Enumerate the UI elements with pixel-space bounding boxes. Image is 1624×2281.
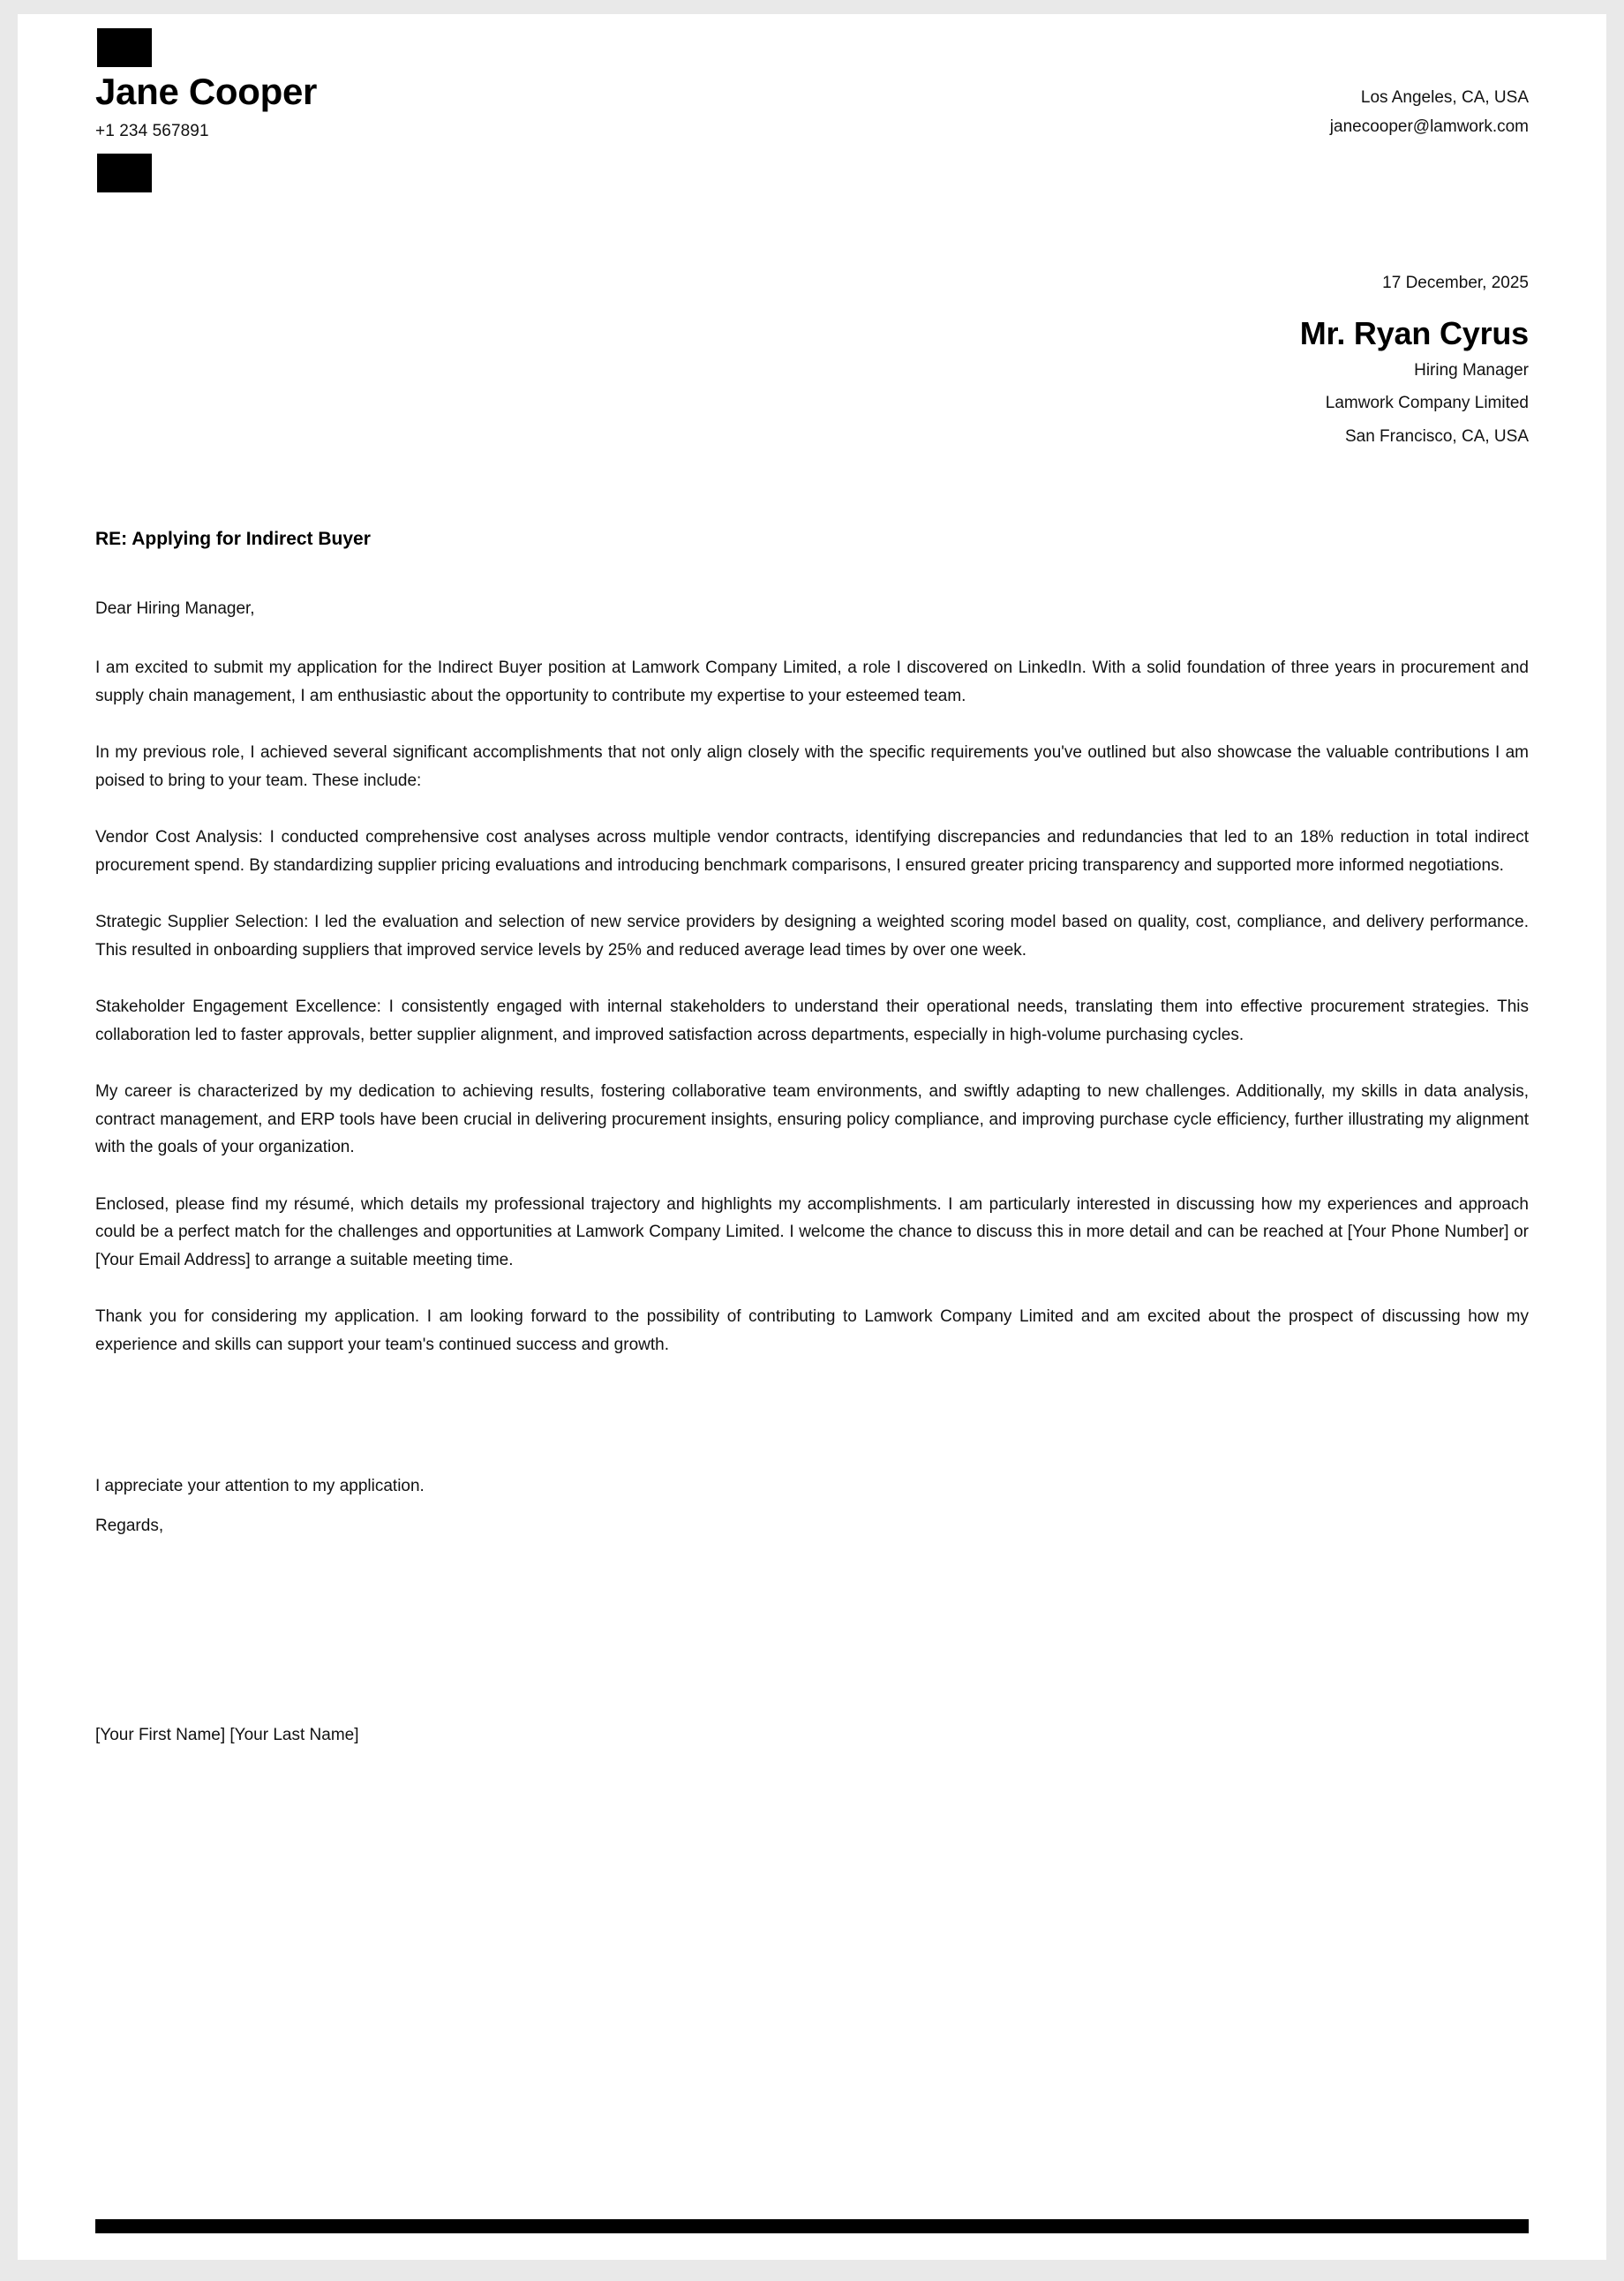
letter-regards: Regards,	[95, 1517, 164, 1536]
decorative-block-bottom	[97, 154, 152, 192]
letter-salutation: Dear Hiring Manager,	[95, 598, 255, 618]
letter-paragraph: Strategic Supplier Selection: I led the evaluation and selection of new service providers by designing a weighted scoring model based on quality, cost, compliance, and delivery performance. This resulted in onboarding suppliers that improved service levels by 25% and reduced average lead times by over one week.	[95, 913, 1529, 960]
page-content	[18, 14, 1606, 1745]
sender-email: janecooper@lamwork.com	[1329, 117, 1529, 137]
letter-paragraph: Stakeholder Engagement Excellence: I consistently engaged with internal stakeholders to understand their operational needs, translating them into effective procurement strategies. This collaboration led to faster approvals, better supplier alignment, and improved satisfaction across departments, especially in high-volume purchasing cycles.	[95, 997, 1529, 1044]
footer-bar	[95, 2219, 1529, 2233]
letter-paragraph: Thank you for considering my application. I am looking forward to the possibility of contributing to Lamwork Company Limited and am excited about the prospect of discussing how my experience and skills can support your team's continued success and growth.	[95, 1307, 1529, 1355]
letter-signature: [Your First Name] [Your Last Name]	[95, 1725, 359, 1744]
letter-body	[95, 599, 1529, 1745]
letter-paragraph: I am excited to submit my application for the Indirect Buyer position at Lamwork Company Limited, a role I discovered on LinkedIn. With a solid foundation of three years in procurement and supply chain management, I am enthusiastic about the opportunity to contribute my expertise to your esteemed team.	[95, 658, 1529, 705]
letter-paragraph: Vendor Cost Analysis: I conducted comprehensive cost analyses across multiple vendor contracts, identifying discrepancies and redundancies that led to an 18% reduction in total indirect procurement spend. By standardizing supplier pricing evaluations and introducing benchmark comparisons, I ensured greater pricing transparency and supported more informed negotiations.	[95, 828, 1529, 875]
recipient-company: Lamwork Company Limited	[1325, 394, 1529, 413]
sender-phone: +1 234 567891	[95, 122, 209, 141]
letter-header	[95, 14, 1529, 192]
sender-contact-block	[1330, 28, 1529, 142]
recipient-name: Mr. Ryan Cyrus	[1299, 315, 1529, 352]
letter-subject: RE: Applying for Indirect Buyer	[95, 528, 371, 549]
letter-paragraph: Enclosed, please find my résumé, which details my professional trajectory and highlights my accomplishments. I am particularly interested in discussing how my experiences and approach could be a perfect match for the challenges and opportunities at Lamwork Company Limited. I welcome the chance to discuss this in more detail and can be reached at [Your Phone Number] or [Your Email Address] to arrange a suitable meeting time.	[95, 1194, 1529, 1269]
letter-appreciation: I appreciate your attention to my application.	[95, 1476, 425, 1495]
recipient-title: Hiring Manager	[1414, 360, 1529, 380]
decorative-block-top	[97, 28, 152, 67]
letter-paragraph: My career is characterized by my dedication to achieving results, fostering collaborative team environments, and swiftly adapting to new challenges. Additionally, my skills in data analysis, contract management, and ERP tools have been crucial in delivering procurement insights, ensuring policy compliance, and improving purchase cycle efficiency, further illustrating my alignment with the goals of your organization.	[95, 1082, 1529, 1157]
recipient-city: San Francisco, CA, USA	[1344, 427, 1529, 447]
letter-closing	[95, 1472, 1529, 1540]
letter-paragraph: In my previous role, I achieved several significant accomplishments that not only align closely with the specific requirements you've outlined but also showcase the valuable contributions I am poised to bring to your team. These include:	[95, 743, 1529, 790]
letter-date: 17 December, 2025	[1382, 274, 1529, 293]
sender-block	[95, 28, 317, 192]
sender-name: Jane Cooper	[95, 71, 318, 112]
cover-letter-page	[18, 14, 1606, 2260]
sender-location: Los Angeles, CA, USA	[1360, 88, 1529, 107]
recipient-block	[95, 274, 1529, 451]
